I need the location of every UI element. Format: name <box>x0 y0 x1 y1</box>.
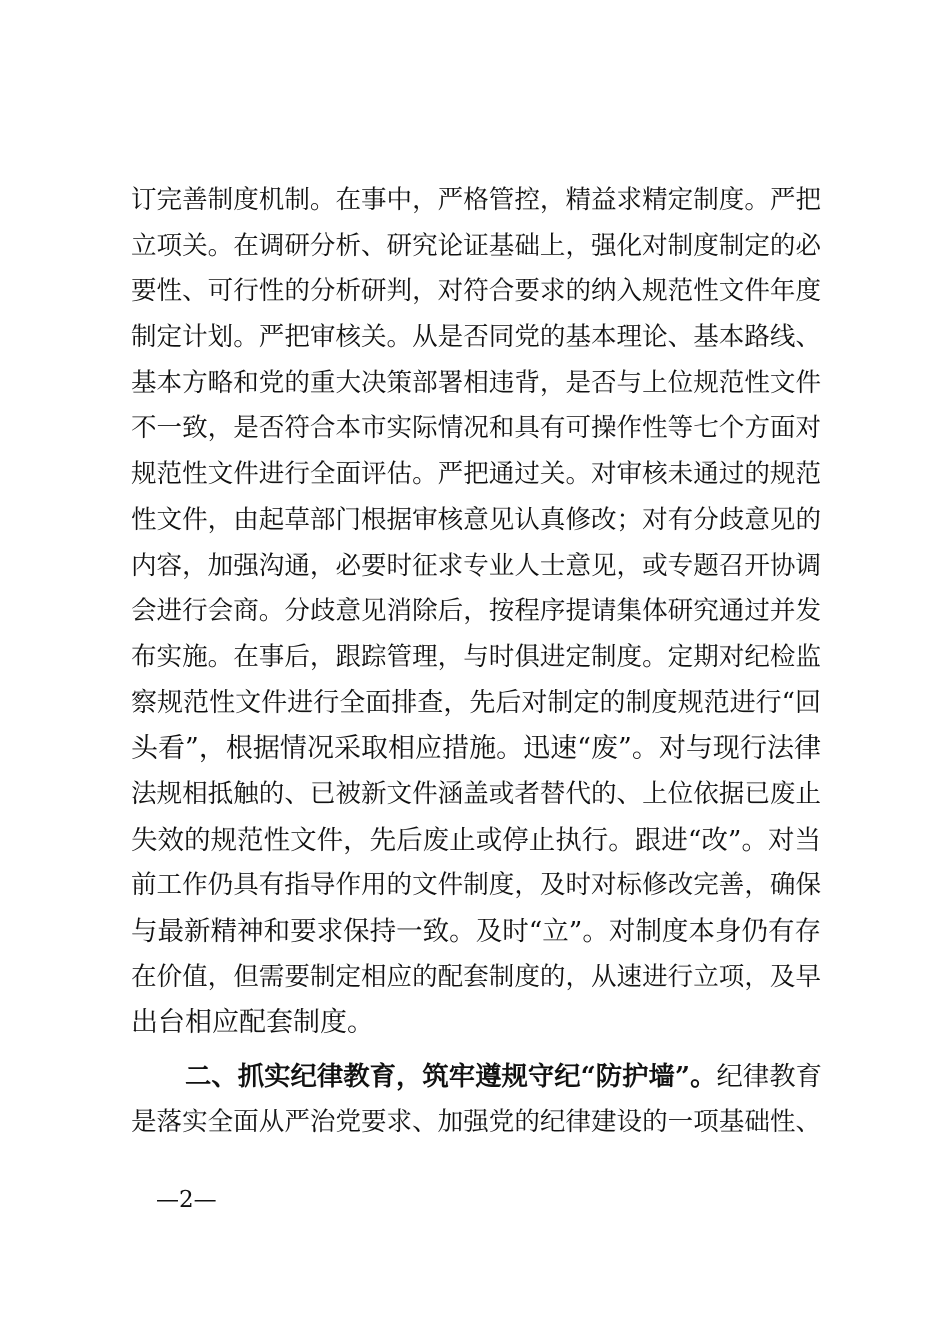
body-line: 出台相应配套制度。 <box>131 1007 374 1039</box>
section-heading: 二、抓实纪律教育，筑牢遵规守纪“防护墙”。 <box>185 1061 717 1093</box>
body-line: 会进行会商。分歧意见消除后，按程序提请集体研究通过并发 <box>131 596 821 627</box>
body-text <box>131 178 821 1145</box>
body-line: 制定计划。严把审核关。从是否同党的基本理论、基本路线、 <box>131 322 821 353</box>
body-line: 察规范性文件进行全面排查，先后对制定的制度规范进行“回 <box>131 687 821 718</box>
body-line: 与最新精神和要求保持一致。及时“立”。对制度本身仍有存 <box>131 916 821 947</box>
body-line: 订完善制度机制。在事中，严格管控，精益求精定制度。严把 <box>131 185 821 215</box>
body-line: 失效的规范性文件，先后废止或停止执行。跟进“改”。对当 <box>131 824 821 856</box>
body-line: 布实施。在事后，跟踪管理，与时俱进定制度。定期对纪检监 <box>131 641 821 672</box>
body-line: 要性、可行性的分析研判，对符合要求的纳入规范性文件年度 <box>131 276 821 307</box>
body-line: 法规相抵触的、已被新文件涵盖或者替代的、上位依据已废止 <box>131 778 821 809</box>
body-line: 规范性文件进行全面评估。严把通过关。对审核未通过的规范 <box>131 459 821 490</box>
page-number: —2— <box>156 1187 217 1213</box>
body-line: 头看”，根据情况采取相应措施。迅速“废”。对与现行法律 <box>131 733 821 765</box>
body-line: 立项关。在调研分析、研究论证基础上，强化对制度制定的必 <box>131 230 821 261</box>
body-line: 在价值，但需要制定相应的配套制度的，从速进行立项，及早 <box>131 961 821 992</box>
section-heading-line <box>131 1054 821 1100</box>
section-heading-continuation: 纪律教育 <box>716 1062 822 1093</box>
body-line: 是落实全面从严治党要求、加强党的纪律建设的一项基础性、 <box>131 1106 821 1137</box>
body-line: 基本方略和党的重大决策部署相违背，是否与上位规范性文件 <box>131 367 821 398</box>
body-line: 性文件，由起草部门根据审核意见认真修改；对有分歧意见的 <box>131 504 821 535</box>
body-line: 不一致，是否符合本市实际情况和具有可操作性等七个方面对 <box>131 413 821 444</box>
body-line: 前工作仍具有指导作用的文件制度，及时对标修改完善，确保 <box>131 870 821 901</box>
body-line: 内容，加强沟通，必要时征求专业人士意见，或专题召开协调 <box>131 550 821 581</box>
